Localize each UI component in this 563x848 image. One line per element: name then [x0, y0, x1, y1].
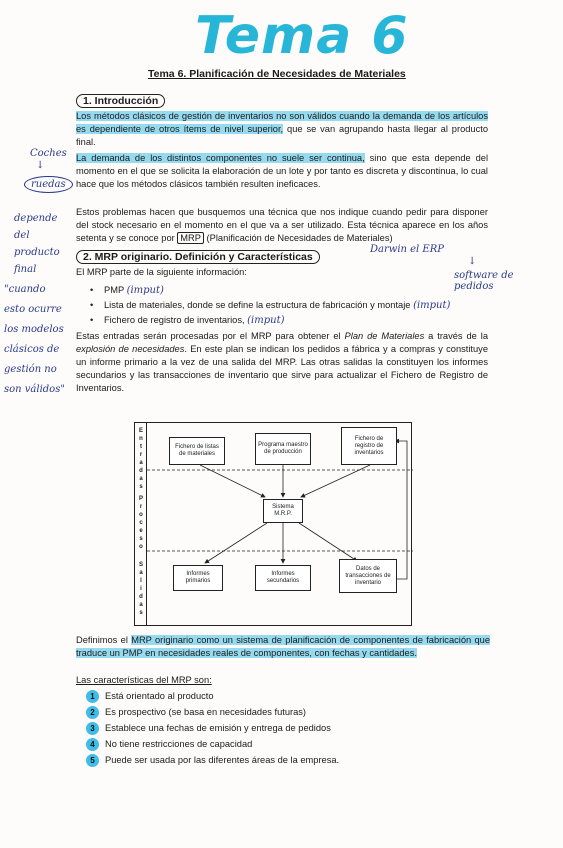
box-informes-primarios: Informes primarios	[173, 565, 223, 591]
side-label-proceso: P r o c e s o	[138, 496, 143, 550]
list-item: • PMP (imput)	[90, 283, 520, 298]
mrp-boxed: MRP	[177, 232, 204, 244]
section1-paragraph2	[76, 152, 488, 191]
note-software: software de pedidos	[454, 270, 514, 292]
list-item: 3 Establece una fechas de emisión y entrega de pedidos	[86, 720, 486, 736]
down-arrow-icon: ↓	[468, 256, 477, 267]
note-ruedas: ruedas	[24, 176, 73, 193]
characteristics-title: Las características del MRP son:	[76, 675, 212, 685]
box-programa-maestro: Programa maestro de producción	[255, 433, 311, 465]
section1-p3-a: Estos problemas hacen que busquemos una técnica que nos indique cuando pedir para disponer del stock necesario en el momento en el que va a ser utilizado. Esta técnica aparece en los años setenta y se conoce por	[76, 207, 488, 243]
box-datos-transacciones: Datos de transacciones de inventario	[339, 559, 397, 593]
section1-paragraph3	[76, 206, 488, 245]
note-coches: Coches	[30, 148, 67, 159]
explosion-term: explosión de necesidades	[76, 344, 185, 354]
note-depende: depende del producto final	[14, 213, 60, 275]
mrp-diagram	[134, 422, 412, 626]
down-arrow-icon: ↓	[36, 160, 45, 171]
box-fichero-inventarios: Fichero de registro de inventarios	[341, 427, 397, 465]
box-lista-materiales: Fichero de listas de materiales	[169, 437, 225, 465]
list-item: 4 No tiene restricciones de capacidad	[86, 736, 486, 752]
side-label-salidas: S a l i d a s	[138, 562, 143, 616]
section1-p2-rest: sino que esta depende del momento en el que se solicita la elaboración de un lote y por tanto es discreta y discontinua, lo cual hace que los métodos clásicos también resulten ineficaces.	[76, 153, 489, 189]
section1-p1-rest: que se van agrupando hasta llegar al producto final.	[76, 124, 488, 147]
document-title: Tema 6. Planificación de Necesidades de Materiales	[148, 68, 406, 80]
section1-title: 1. Introducción	[76, 94, 165, 108]
list-item: 5 Puede ser usada por las diferentes áreas de la empresa.	[86, 752, 486, 768]
list-item: 2 Es prospectivo (se basa en necesidades futuras)	[86, 704, 486, 720]
section1-paragraph1	[76, 110, 488, 149]
characteristics-list	[86, 688, 486, 768]
box-sistema-mrp: Sistema M.R.P.	[263, 499, 303, 523]
section1-p2-highlight: La demanda de los distintos componentes no suele ser continua,	[76, 153, 365, 163]
section1-p3-b: (Planificación de Necesidades de Materiales)	[203, 233, 393, 243]
side-label-entradas: E n t r a d a s	[138, 428, 143, 490]
list-item: • Lista de materiales, donde se define la estructura de fabricación y montaje (imput)	[90, 298, 520, 313]
list-item: 1 Está orientado al producto	[86, 688, 486, 704]
section1-p1-highlight: Los métodos clásicos de gestión de inventarios no son válidos cuando la demanda de los artículos es dependiente de otros ítems de nivel superior,	[76, 111, 488, 134]
note-cuando: "cuando esto ocurre los modelos clásicos de gestión no son válidos"	[4, 284, 65, 395]
plan-materiales-term: Plan de Materiales	[344, 331, 425, 341]
definition-highlight: MRP originario como un sistema de planificación de componentes de fabricación que traduce un PMP en necesidades reales de componentes, con fechas y cantidades.	[76, 635, 490, 658]
box-informes-secundarios: Informes secundarios	[255, 565, 311, 591]
list-item: • Fichero de registro de inventarios, (imput)	[90, 313, 520, 328]
handwritten-heading: Tema 6	[195, 6, 409, 66]
definition-paragraph: Definimos el MRP originario como un sistema de planificación de componentes de fabricación que traduce un PMP en necesidades reales de componentes, con fechas y cantidades.	[76, 635, 490, 658]
section2-paragraph: Estas entradas serán procesadas por el MRP para obtener el Plan de Materiales a través de la explosión de necesidades. En este plan se indican los pedidos a fábrica y a compras y constituye un informe primario a la vez de una salida del MRP. Las otras salidas la constituyen los informes secundarios y las transacciones de inventario que sirve para actualizar el Fichero de Registro de Inventarios.	[76, 331, 489, 393]
section2-intro: El MRP parte de la siguiente información:	[76, 267, 247, 277]
note-darwin: Darwin el ERP	[370, 244, 444, 255]
section2-title: 2. MRP originario. Definición y Características	[76, 250, 320, 264]
